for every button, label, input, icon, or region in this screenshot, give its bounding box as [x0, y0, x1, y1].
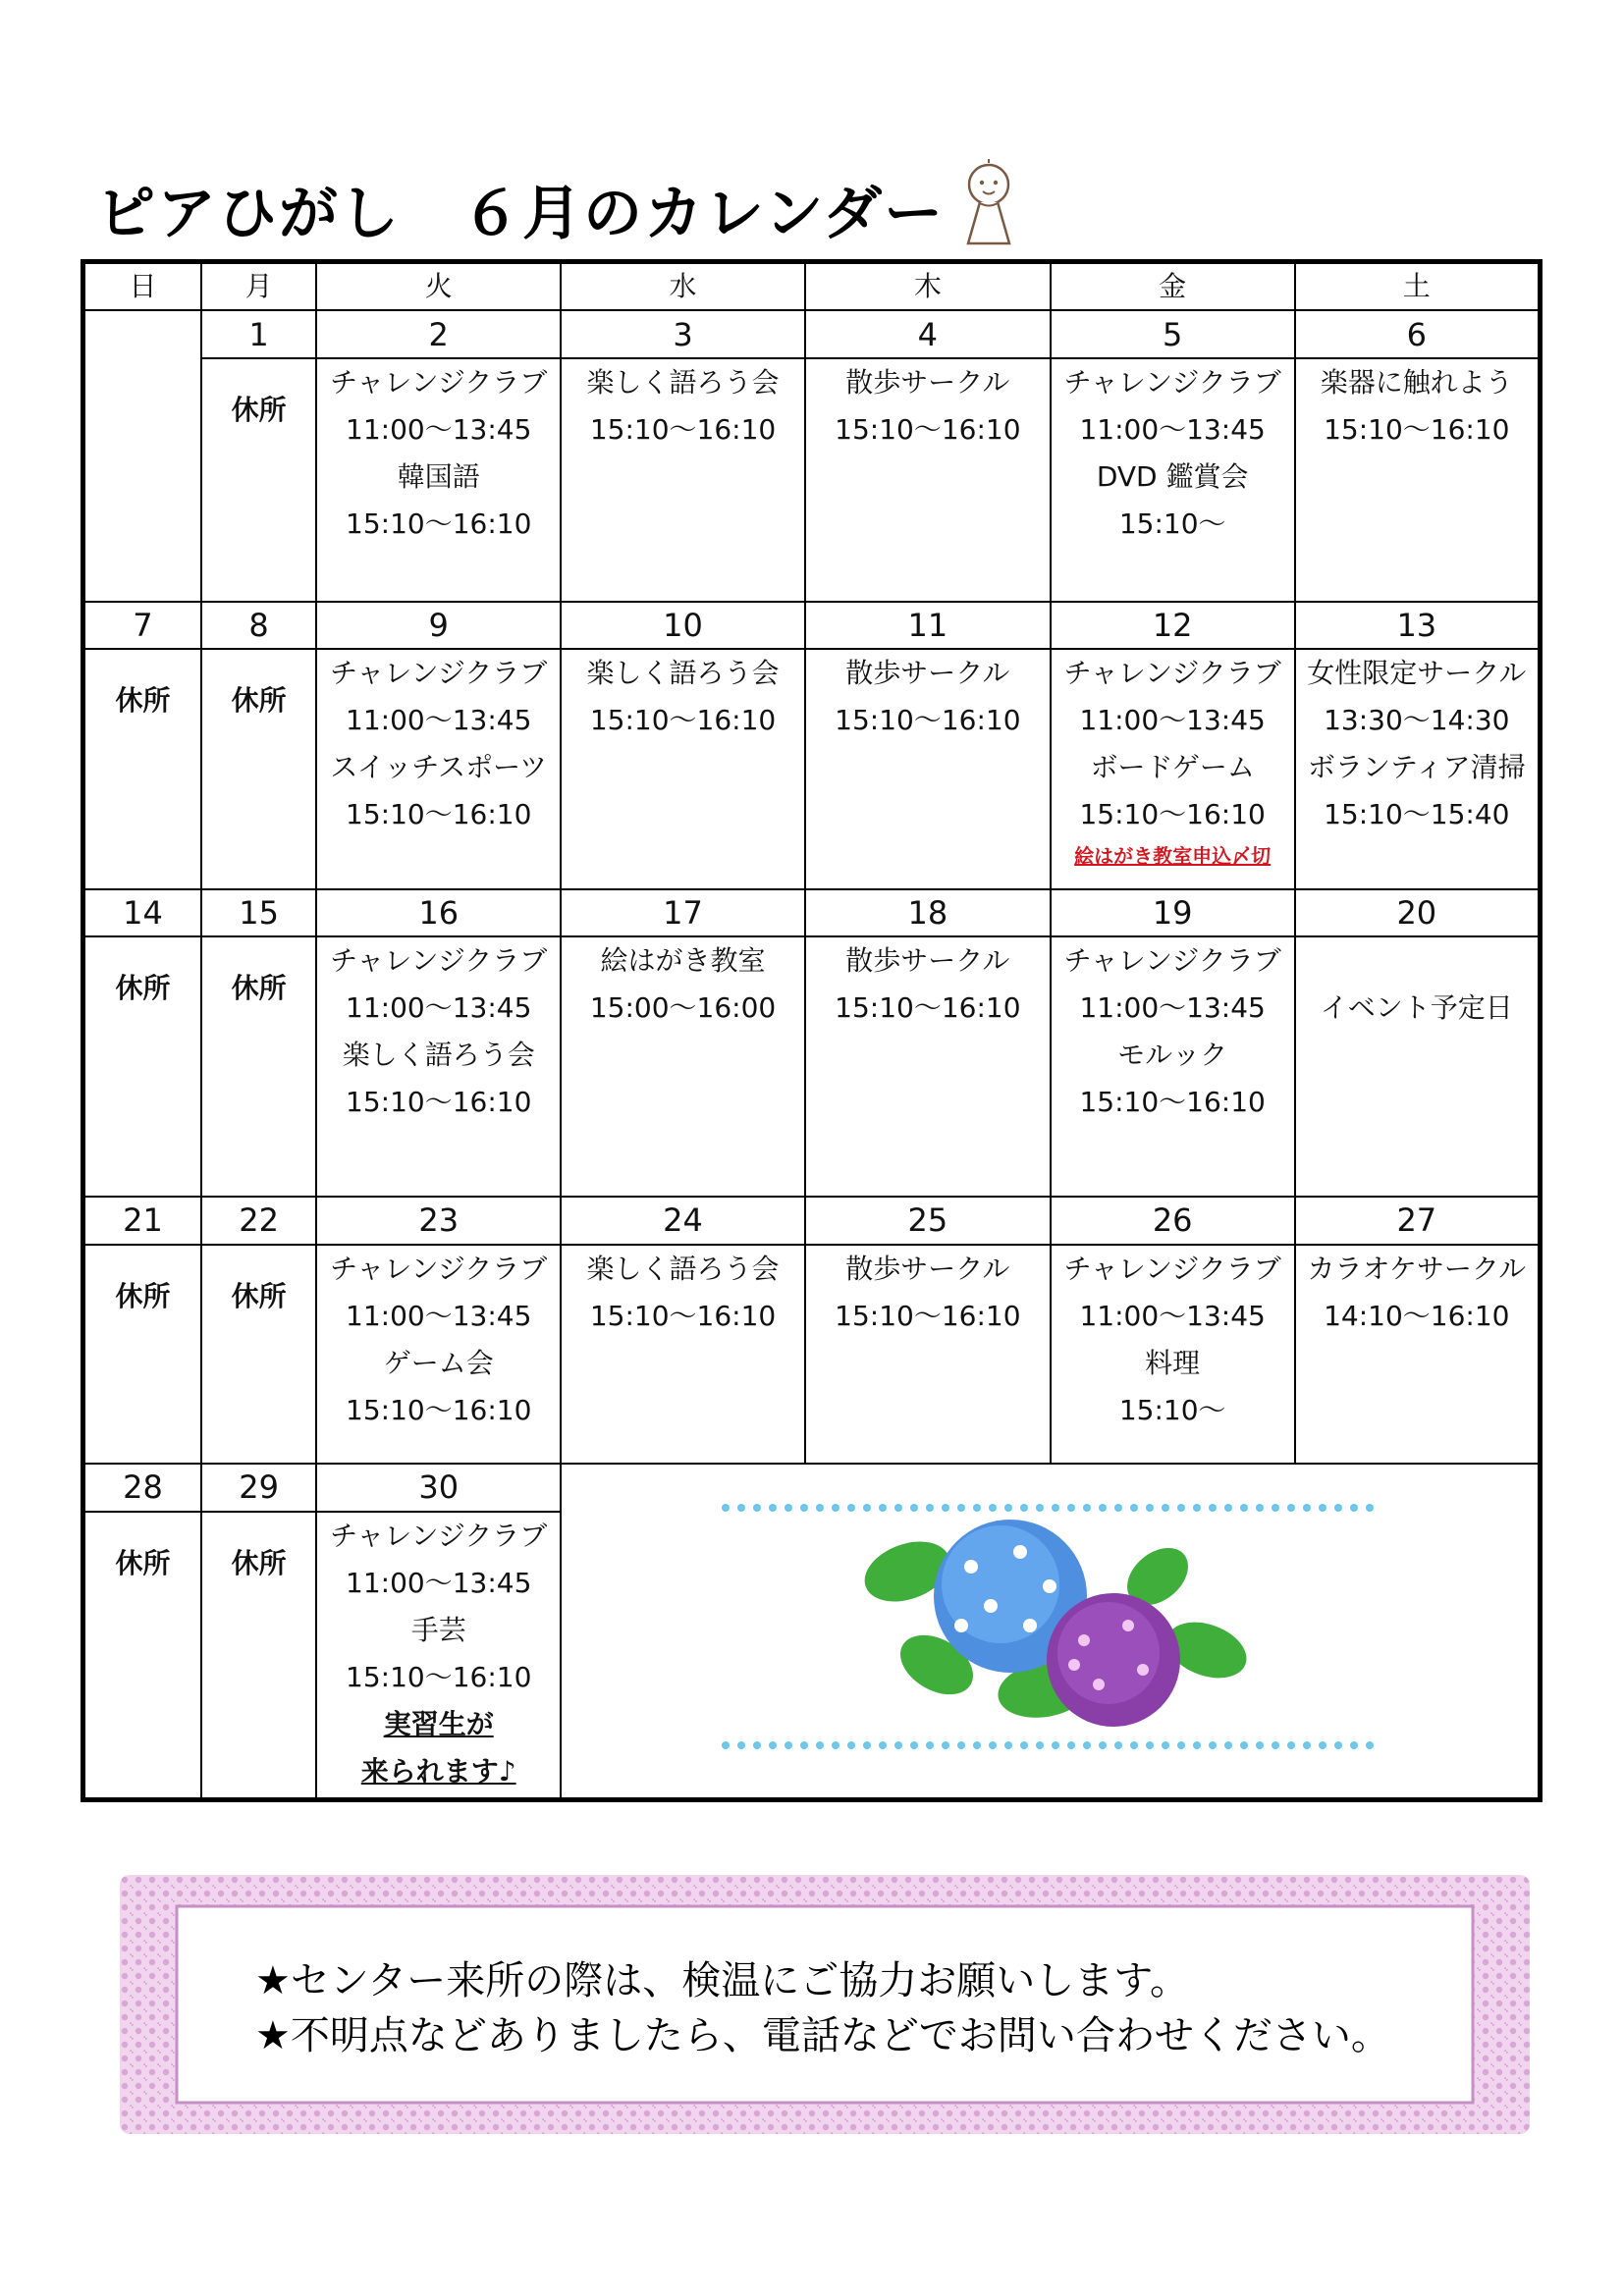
day-events	[316, 1245, 561, 1465]
event-line: チャレンジクラブ	[1063, 944, 1281, 978]
event-line: 楽器に触れよう	[1320, 365, 1513, 399]
event-line: チャレンジクラブ	[330, 656, 548, 689]
date-number: 15	[201, 889, 316, 936]
closed-cell	[201, 1512, 316, 1800]
event-line: 楽しく語ろう会	[342, 1039, 535, 1072]
date-number: 10	[561, 602, 805, 649]
trainee-note: 実習生が	[383, 1707, 494, 1740]
date-number: 1	[201, 310, 316, 357]
event-line: 散歩サークル	[845, 656, 1010, 689]
event-line: ゲーム会	[383, 1346, 494, 1379]
closed-cell	[83, 649, 201, 889]
event-line: 15:10〜16:10	[835, 412, 1021, 446]
day-events	[561, 649, 805, 889]
teru-teru-bozu-icon	[958, 159, 1019, 249]
event-line: 11:00〜13:45	[346, 703, 532, 736]
weekday-fri: 金	[1051, 262, 1295, 311]
closed-label: 休所	[115, 1279, 171, 1312]
week-4-date-row	[83, 1197, 1541, 1244]
day-events	[805, 936, 1051, 1197]
event-line: 15:10〜16:10	[346, 1660, 532, 1693]
event-line: チャレンジクラブ	[330, 944, 548, 978]
day-events	[561, 358, 805, 602]
date-number: 23	[316, 1197, 561, 1244]
event-line: 15:10〜16:10	[835, 1299, 1021, 1332]
day-events	[316, 358, 561, 602]
date-number: 5	[1051, 310, 1295, 357]
date-number: 7	[83, 602, 201, 649]
date-number: 12	[1051, 602, 1295, 649]
event-line: 15:10〜	[1118, 1393, 1226, 1426]
day-events	[1051, 936, 1295, 1197]
hydrangea-decoration	[561, 1464, 1540, 1799]
event-line: 13:30〜14:30	[1324, 703, 1510, 736]
day-events	[1295, 936, 1541, 1197]
event-line: 楽しく語ろう会	[586, 656, 780, 689]
day-events	[805, 358, 1051, 602]
event-line: 韓国語	[397, 459, 480, 493]
date-number: 24	[561, 1197, 805, 1244]
event-line: 11:00〜13:45	[346, 412, 532, 446]
date-number: 19	[1051, 889, 1295, 936]
closed-label: 休所	[115, 972, 171, 1005]
page-title: ピアひがし ６月のカレンダー	[96, 180, 946, 248]
day-events	[1295, 1245, 1541, 1465]
week-1-events-row	[83, 358, 1541, 602]
date-number: 8	[201, 602, 316, 649]
date-number: 20	[1295, 889, 1541, 936]
weekday-sun: 日	[83, 262, 201, 311]
event-line: 手芸	[410, 1613, 466, 1646]
title-row	[96, 165, 1078, 253]
event-line: チャレンジクラブ	[330, 1252, 548, 1285]
event-line: DVD 鑑賞会	[1096, 459, 1249, 493]
event-line: チャレンジクラブ	[330, 365, 548, 399]
day-events	[316, 936, 561, 1197]
weekday-tue: 火	[316, 262, 561, 311]
day-cell-empty	[83, 310, 201, 601]
weekday-wed: 水	[561, 262, 805, 311]
event-line: 15:10〜16:10	[589, 1299, 777, 1332]
weekday-sat: 土	[1295, 262, 1541, 311]
day-events	[1295, 649, 1541, 889]
event-line: 11:00〜13:45	[346, 1299, 532, 1332]
event-line: 15:10〜	[1118, 507, 1226, 540]
date-number: 6	[1295, 310, 1541, 357]
deadline-note: 絵はがき教室申込〆切	[1074, 843, 1272, 868]
date-number: 28	[83, 1464, 201, 1511]
closed-label: 休所	[231, 393, 287, 426]
day-events	[316, 649, 561, 889]
weekday-mon: 月	[201, 262, 316, 311]
closed-label: 休所	[231, 972, 287, 1005]
event-line: チャレンジクラブ	[1063, 365, 1281, 399]
event-line: 散歩サークル	[845, 944, 1010, 978]
event-line: 11:00〜13:45	[346, 991, 532, 1025]
closed-cell	[83, 1245, 201, 1465]
date-number: 25	[805, 1197, 1051, 1244]
event-line: 15:10〜16:10	[589, 703, 777, 736]
closed-cell	[201, 649, 316, 889]
event-line: 14:10〜16:10	[1324, 1299, 1510, 1332]
day-events	[805, 1245, 1051, 1465]
event-line: 11:00〜13:45	[1079, 703, 1266, 736]
week-5-date-row	[83, 1464, 1541, 1511]
event-line: 15:10〜16:10	[835, 703, 1021, 736]
event-line: 散歩サークル	[845, 365, 1010, 399]
closed-label: 休所	[115, 683, 171, 717]
day-events	[805, 649, 1051, 889]
event-line: 15:00〜16:00	[589, 991, 777, 1025]
closed-cell	[201, 936, 316, 1197]
closed-cell	[201, 358, 316, 602]
event-line: モルック	[1117, 1039, 1228, 1072]
hydrangea-illustration	[696, 1478, 1403, 1773]
event-line: 15:10〜16:10	[346, 1086, 532, 1119]
closed-label: 休所	[115, 1546, 171, 1579]
event-line: スイッチスポーツ	[330, 750, 548, 783]
week-3-date-row	[83, 889, 1541, 936]
date-number: 11	[805, 602, 1051, 649]
day-events	[561, 1245, 805, 1465]
day-events	[1051, 358, 1295, 602]
closed-label: 休所	[231, 1279, 287, 1312]
day-events	[561, 936, 805, 1197]
date-number: 16	[316, 889, 561, 936]
event-line: チャレンジクラブ	[1063, 656, 1281, 689]
calendar-table	[81, 259, 1543, 1802]
date-number: 4	[805, 310, 1051, 357]
date-number: 26	[1051, 1197, 1295, 1244]
event-line: 女性限定サークル	[1307, 656, 1527, 689]
event-line: 15:10〜16:10	[835, 991, 1021, 1025]
closed-cell	[201, 1245, 316, 1465]
closed-cell	[83, 936, 201, 1197]
notice-box	[118, 1873, 1532, 2136]
date-number: 27	[1295, 1197, 1541, 1244]
event-line: 11:00〜13:45	[1079, 412, 1266, 446]
date-number: 3	[561, 310, 805, 357]
date-number: 2	[316, 310, 561, 357]
event-line: 11:00〜13:45	[1079, 991, 1266, 1025]
event-line: 絵はがき教室	[600, 944, 766, 978]
date-number: 22	[201, 1197, 316, 1244]
day-events	[1051, 649, 1295, 889]
event-line: チャレンジクラブ	[330, 1519, 548, 1552]
date-number: 21	[83, 1197, 201, 1244]
event-line: 15:10〜16:10	[346, 797, 532, 830]
notice-line: ★不明点などありましたら、電話などでお問い合わせください。	[255, 2013, 1390, 2058]
date-number: 17	[561, 889, 805, 936]
notice-line: ★センター来所の際は、検温にご協力お願いします。	[255, 1958, 1190, 2003]
week-2-events-row	[83, 649, 1541, 889]
event-line: ボランティア清掃	[1307, 750, 1526, 783]
day-events	[1051, 1245, 1295, 1465]
day-events	[1295, 358, 1541, 602]
event-line: イベント予定日	[1320, 991, 1513, 1025]
event-line: 15:10〜16:10	[1324, 412, 1510, 446]
week-3-events-row	[83, 936, 1541, 1197]
weekday-header-row	[83, 262, 1541, 311]
weekday-thu: 木	[805, 262, 1051, 311]
closed-cell	[83, 1512, 201, 1800]
event-line: 11:00〜13:45	[1079, 1299, 1266, 1332]
event-line: 15:10〜16:10	[1079, 797, 1266, 830]
date-number: 29	[201, 1464, 316, 1511]
week-4-events-row	[83, 1245, 1541, 1465]
notice-text	[255, 1953, 1390, 2063]
event-line: 15:10〜16:10	[1079, 1086, 1266, 1119]
event-line: カラオケサークル	[1307, 1252, 1527, 1285]
closed-label: 休所	[231, 683, 287, 717]
trainee-note: 来られます♪	[360, 1754, 516, 1788]
event-line: 15:10〜16:10	[346, 507, 532, 540]
event-line: 散歩サークル	[845, 1252, 1010, 1285]
date-number: 30	[316, 1464, 561, 1511]
date-number: 14	[83, 889, 201, 936]
event-line: ボードゲーム	[1090, 750, 1255, 783]
date-number: 18	[805, 889, 1051, 936]
event-line: 楽しく語ろう会	[586, 365, 780, 399]
day-events	[316, 1512, 561, 1800]
event-line: 15:10〜15:40	[1324, 797, 1510, 830]
event-line: 11:00〜13:45	[346, 1566, 532, 1599]
event-line: 15:10〜16:10	[346, 1393, 532, 1426]
date-number: 9	[316, 602, 561, 649]
event-line: 楽しく語ろう会	[586, 1252, 780, 1285]
event-line: 15:10〜16:10	[589, 412, 777, 446]
week-2-date-row	[83, 602, 1541, 649]
event-line: 料理	[1145, 1346, 1201, 1379]
date-number: 13	[1295, 602, 1541, 649]
closed-label: 休所	[231, 1546, 287, 1579]
week-1-date-row	[83, 310, 1541, 357]
event-line: チャレンジクラブ	[1063, 1252, 1281, 1285]
